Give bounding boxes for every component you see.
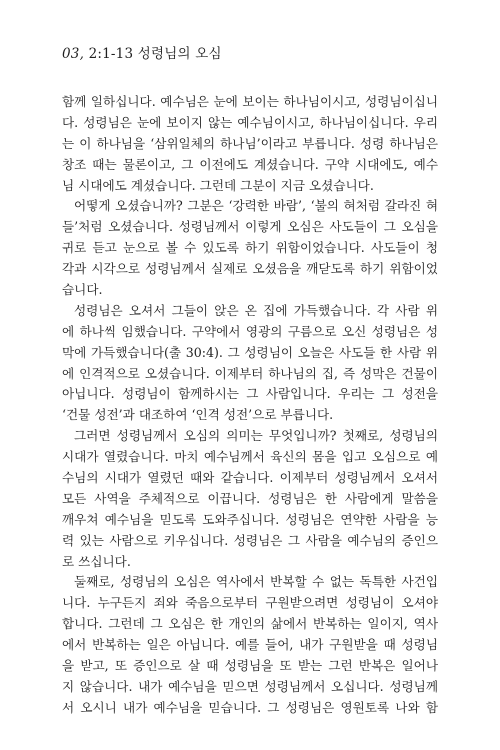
text-line: 합니다. 그런데 그 오심은 한 개인의 삶에서 반복하는 일이지, 역사 bbox=[62, 616, 438, 632]
text-line: ‘건물 성전’과 대조하여 ‘인격 성전’으로 부릅니다. bbox=[62, 407, 334, 423]
text-line: 다. 성령님은 눈에 보이지 않는 예수님이시고, 하나님이십니다. 우리 bbox=[62, 114, 438, 130]
text-line: 들’처럼 오셨습니다. 성령님께서 이렇게 오심은 사도들이 그 오심을 bbox=[62, 219, 438, 235]
text-line: 에서 반복하는 일은 아닙니다. 예를 들어, 내가 구원받을 때 성령님 bbox=[62, 637, 438, 653]
text-line: 는 이 하나님을 ‘삼위일체의 하나님’이라고 부릅니다. 성령 하나님은 bbox=[62, 135, 438, 151]
text-line: 에 하나씩 임했습니다. 구약에서 영광의 구름으로 오신 성령님은 성 bbox=[62, 323, 438, 339]
text-line: 습니다. bbox=[62, 282, 103, 298]
page-header bbox=[62, 42, 222, 62]
text-line: 니다. 누구든지 죄와 죽음으로부터 구원받으려면 성령님이 오셔야 bbox=[62, 595, 438, 611]
text-line: 수님의 시대가 열렸던 때와 같습니다. 이제부터 성령님께서 오셔서 bbox=[62, 470, 438, 486]
chapter-number: 03, bbox=[62, 46, 85, 62]
scripture-reference: 2:1-13 bbox=[88, 46, 134, 62]
text-line: 창조 때는 물론이고, 그 이전에도 계셨습니다. 구약 시대에도, 예수 bbox=[62, 156, 438, 172]
text-line: 님 시대에도 계셨습니다. 그런데 그분이 지금 오셨습니다. bbox=[62, 177, 374, 193]
text-line: 깨우쳐 예수님을 믿도록 도와주십니다. 성령님은 연약한 사람을 능 bbox=[62, 511, 438, 527]
text-line: 모든 사역을 주체적으로 이끕니다. 성령님은 한 사람에게 말씀을 bbox=[62, 490, 438, 506]
text-line: 그러면 성령님께서 오심의 의미는 무엇입니까? 첫째로, 성령님의 bbox=[74, 428, 438, 444]
text-line: 함께 일하십니다. 예수님은 눈에 보이는 하나님이시고, 성령님이십니 bbox=[62, 94, 438, 109]
text-line: 성령님은 오셔서 그들이 앉은 온 집에 가득했습니다. 각 사람 위 bbox=[74, 302, 438, 318]
text-line: 막에 가득했습니다(출 30:4). 그 성령님이 오늘은 사도들 한 사람 위 bbox=[62, 344, 438, 360]
chapter-title: 성령님의 오심 bbox=[137, 46, 222, 62]
text-line: 지 않습니다. 내가 예수님을 믿으면 성령님께서 오십니다. 성령님께 bbox=[62, 678, 438, 694]
text-line: 어떻게 오셨습니까? 그분은 ‘강력한 바람’, ‘불의 혀처럼 갈라진 혀 bbox=[74, 198, 438, 214]
text-line: 로 쓰십니다. bbox=[62, 553, 131, 569]
text-line: 을 받고, 또 증인으로 살 때 성령님을 또 받는 그런 반복은 일어나 bbox=[62, 658, 438, 674]
body-text bbox=[62, 92, 438, 719]
text-line: 에 인격적으로 오셨습니다. 이제부터 하나님의 집, 즉 성막은 건물이 bbox=[62, 365, 438, 381]
text-line: 력 있는 사람으로 키우십니다. 성령님은 그 사람을 예수님의 증인으 bbox=[62, 532, 438, 548]
text-line: 시대가 열렸습니다. 마치 예수님께서 육신의 몸을 입고 오심으로 예 bbox=[62, 449, 438, 465]
text-line: 각과 시각으로 성령님께서 실제로 오셨음을 깨닫도록 하기 위함이었 bbox=[62, 261, 438, 277]
text-line: 둘째로, 성령님의 오심은 역사에서 반복할 수 없는 독특한 사건입 bbox=[74, 574, 438, 590]
text-line: 아닙니다. 성령님이 함께하시는 그 사람입니다. 우리는 그 성전을 bbox=[62, 386, 438, 402]
text-line: 서 오시니 내가 예수님을 믿습니다. 그 성령님은 영원토록 나와 함 bbox=[62, 699, 438, 715]
text-line: 귀로 듣고 눈으로 볼 수 있도록 하기 위함이었습니다. 사도들이 청 bbox=[62, 240, 438, 256]
